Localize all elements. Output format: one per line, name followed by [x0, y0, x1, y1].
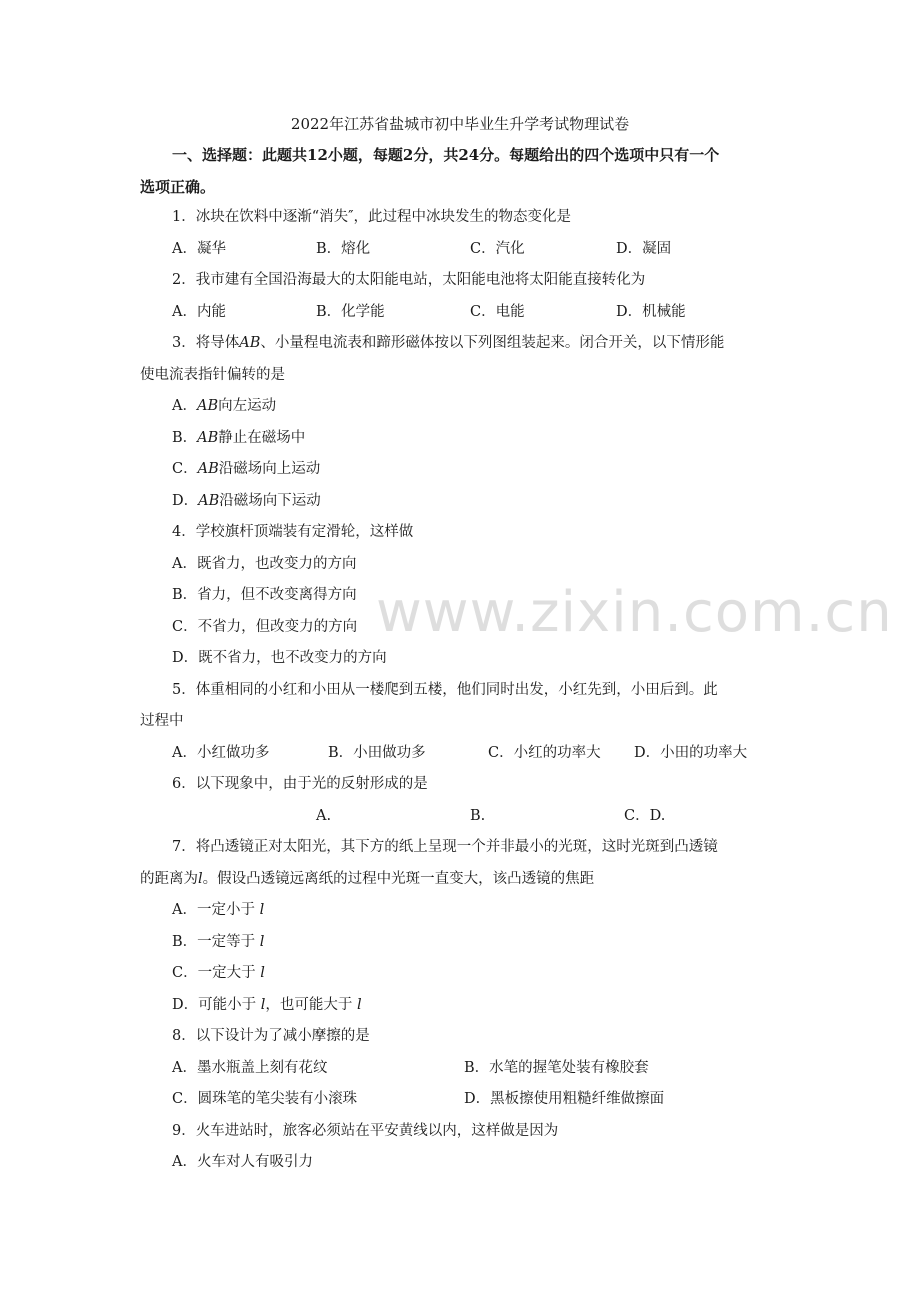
question-1-option-d: D．凝固 [616, 241, 672, 257]
question-4-option-b: B．省力，但不改变离得方向 [172, 587, 357, 603]
section-heading-line1: 一、选择题：此题共12小题，每题2分，共24分。每题给出的四个选项中只有一个 [172, 146, 720, 164]
question-7-stem: 7．将凸透镜正对太阳光，其下方的纸上呈现一个并非最小的光斑，这时光斑到凸透镜 [172, 839, 718, 855]
question-7-option-c: C．一定大于 l [172, 965, 265, 981]
question-3-option-d: D．AB沿磁场向下运动 [172, 493, 321, 509]
question-3-stem: 3．将导体AB、小量程电流表和蹄形磁体按以下列图组装起来。闭合开关，以下情形能 [172, 335, 725, 351]
question-4-option-c: C．不省力，但改变力的方向 [172, 619, 358, 635]
watermark: www.zixin.com.cn [376, 580, 893, 645]
question-5-option-c: C．小红的功率大 [488, 745, 601, 761]
question-5-stem: 5．体重相同的小红和小田从一楼爬到五楼，他们同时出发，小红先到，小田后到。此 [172, 682, 718, 698]
question-5-option-b: B．小田做功多 [328, 745, 426, 761]
question-6-option-b: B. [470, 808, 486, 824]
question-3-option-b: B．AB静止在磁场中 [172, 430, 306, 446]
question-6-option-cd: C．D. [624, 808, 666, 824]
question-1-stem: 1．冰块在饮料中逐渐“消失″，此过程中冰块发生的物态变化是 [172, 209, 572, 225]
question-1-option-b: B．熔化 [316, 241, 371, 257]
question-6-stem: 6．以下现象中，由于光的反射形成的是 [172, 776, 428, 792]
question-1-option-a: A．凝华 [172, 241, 226, 257]
question-7-option-d: D．可能小于 l，也可能大于 l [172, 997, 362, 1013]
question-2-option-a: A．内能 [172, 304, 226, 320]
question-8-option-a: A．墨水瓶盖上刻有花纹 [172, 1060, 328, 1076]
question-8-option-b: B．水笔的握笔处装有橡胶套 [464, 1060, 649, 1076]
question-3-stem-line2: 使电流表指针偏转的是 [140, 367, 285, 383]
question-5-stem-line2: 过程中 [140, 713, 184, 729]
question-4-option-a: A．既省力，也改变力的方向 [172, 556, 357, 572]
question-2-option-c: C．电能 [470, 304, 525, 320]
section-heading-line2: 选项正确。 [140, 178, 216, 196]
question-8-option-c: C．圆珠笔的笔尖装有小滚珠 [172, 1091, 358, 1107]
question-9-option-a: A．火车对人有吸引力 [172, 1154, 313, 1170]
question-6-option-a: A. [316, 808, 332, 824]
question-3-option-c: C．AB沿磁场向上运动 [172, 461, 321, 477]
question-9-stem: 9．火车进站时，旅客必须站在平安黄线以内，这样做是因为 [172, 1123, 559, 1139]
question-4-option-d: D．既不省力，也不改变力的方向 [172, 650, 387, 666]
question-8-stem: 8．以下设计为了减小摩擦的是 [172, 1028, 370, 1044]
question-7-option-b: B．一定等于 l [172, 934, 265, 950]
question-8-option-d: D．黑板擦使用粗糙纤维做擦面 [464, 1091, 665, 1107]
question-1-option-c: C．汽化 [470, 241, 525, 257]
question-2-stem: 2．我市建有全国沿海最大的太阳能电站，太阳能电池将太阳能直接转化为 [172, 272, 646, 288]
question-5-option-d: D．小田的功率大 [634, 745, 748, 761]
question-5-option-a: A．小红做功多 [172, 745, 270, 761]
question-7-stem-line2: 的距离为l。假设凸透镜远离纸的过程中光斑一直变大，该凸透镜的焦距 [140, 871, 595, 887]
question-2-option-d: D．机械能 [616, 304, 686, 320]
question-2-option-b: B．化学能 [316, 304, 385, 320]
question-7-option-a: A．一定小于 l [172, 902, 265, 918]
page-title: 2022年江苏省盐城市初中毕业生升学考试物理试卷 [290, 115, 630, 133]
question-3-option-a: A．AB向左运动 [172, 398, 277, 414]
question-4-stem: 4．学校旗杆顶端装有定滑轮，这样做 [172, 524, 414, 540]
